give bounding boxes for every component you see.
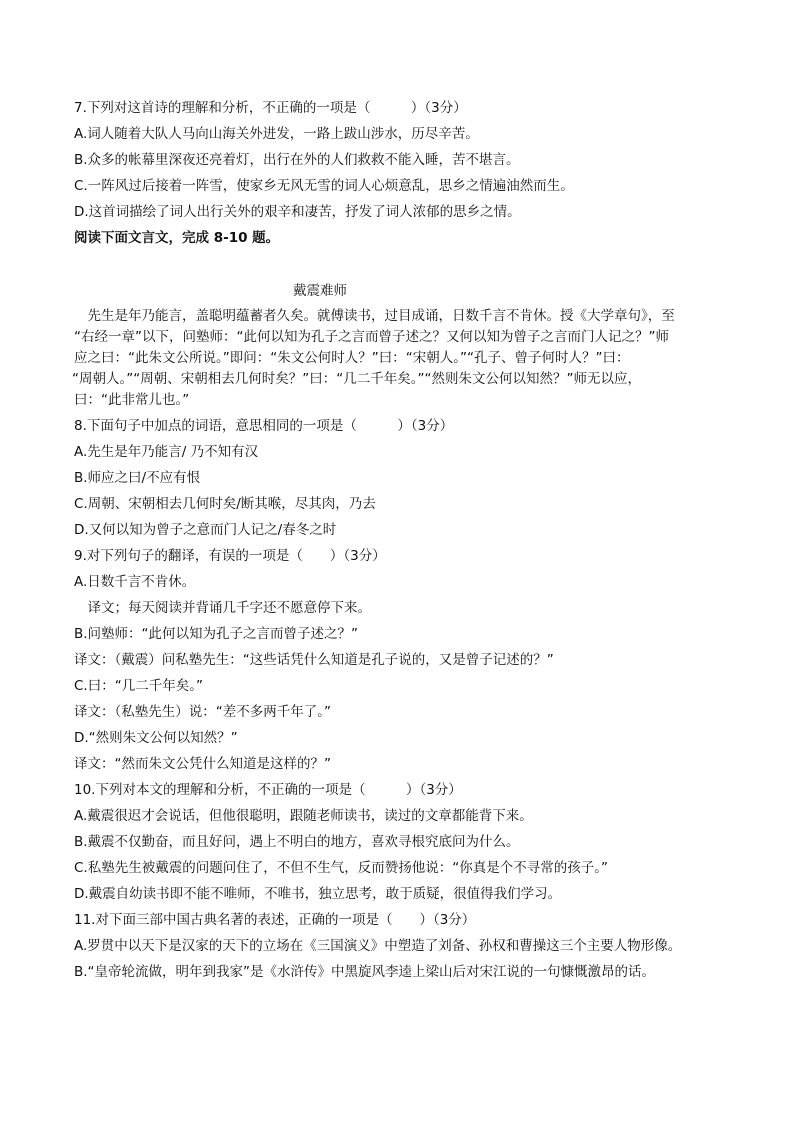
passage-line: “右经一章”以下，问塾师：“此何以知为孔子之言而曾子述之？又何以知为曾子之言而门人记之？”师 [74,329,669,345]
reading-instruction: 阅读下面文言文，完成 8-10 题。 [74,230,280,246]
q7-option-d: D.这首词描绘了词人出行关外的艰辛和凄苦，抒发了词人浓郁的思乡之情。 [74,204,521,220]
q8-option-a: A.先生是年乃能言/ 乃不知有汉 [74,444,259,460]
q10-option-a: A.戴震很迟才会说话，但他很聪明，跟随老师读书，读过的文章都能背下来。 [74,808,533,824]
q9-line: 译文；每天阅读并背诵几千字还不愿意停下来。 [74,600,371,616]
q8-stem: 8.下面句子中加点的词语，意思相同的一项是（ ）（3分） [74,418,454,434]
passage-title: 戴震难师 [293,283,347,299]
passage-line: 曰：“此非常儿也。” [74,392,190,408]
q9-line: B.问塾师：“此何以知为孔子之言而曾子述之？” [74,626,359,642]
q7-stem: 7.下列对这首诗的理解和分析，不正确的一项是（ ）（3分） [74,100,467,116]
q10-stem: 10.下列对本文的理解和分析，不正确的一项是（ ）（3分） [74,782,462,798]
q9-line: 译文：（私塾先生）说：“差不多两千年了。” [74,704,331,720]
q9-line: 译文：（戴震）问私塾先生：“这些话凭什么知道是孔子说的，又是曾子记述的？” [74,652,554,668]
q8-option-b: B.师应之曰/不应有恨 [74,470,201,486]
q9-line: A.日数千言不肯休。 [74,574,196,590]
q7-option-c: C.一阵风过后接着一阵雪，使家乡无风无雪的词人心烦意乱，思乡之情遍油然而生。 [74,178,574,194]
q7-option-b: B.众多的帐幕里深夜还亮着灯，出行在外的人们救救不能入睡，苦不堪言。 [74,152,520,168]
q9-line: D.“然则朱文公何以知然？” [74,730,238,746]
q7-option-a: A.词人随着大队人马向山海关外进发，一路上跋山涉水，历尽辛苦。 [74,126,479,142]
q8-option-d: D.又何以知为曾子之意而门人记之/春冬之时 [74,522,337,538]
q11-option-b: B.“皇帝轮流做，明年到我家”是《水浒传》中黑旋风李逵上梁山后对宋江说的一句慷慨激昂的话。 [74,964,656,980]
q9-line: C.曰：“几二千年矣。” [74,678,203,694]
q11-option-a: A.罗贯中以天下是汉家的天下的立场在《三国演义》中塑造了刘备、孙权和曹操这三个主要人物形像。 [74,938,682,954]
q9-line: 译文：“然而朱文公凭什么知道是这样的？” [74,756,331,772]
q8-option-c: C.周朝、宋朝相去几何时矣/断其喉，尽其肉，乃去 [74,496,376,512]
passage-line: 先生是年乃能言，盖聪明蕴蓄者久矣。就傅读书，过目成诵，日数千言不肯休。授《大学章句》，至 [74,308,675,324]
passage-line: “周朝人。”“周朝、宋朝相去几何时矣？”曰：“几二千年矣。”“然则朱文公何以知然？”师无以应， [72,371,641,387]
q10-option-c: C.私塾先生被戴震的问题问住了，不但不生气，反而赞扬他说：“你真是个不寻常的孩子。” [74,860,608,876]
q11-stem: 11.对下面三部中国古典名著的表述，正确的一项是（ ）（3分） [74,912,476,928]
q9-stem: 9.对下列句子的翻译，有误的一项是（ ）（3分） [74,548,386,564]
q10-option-b: B.戴震不仅勤奋，而且好问，遇上不明白的地方，喜欢寻根究底问为什么。 [74,834,520,850]
q10-option-d: D.戴震自幼读书即不能不唯师，不唯书，独立思考，敢于质疑，很值得我们学习。 [74,886,562,902]
passage-line: 应之曰：“此朱文公所说。”即问：“朱文公何时人？”曰：“宋朝人。”“孔子、曾子何时人？”曰： [74,350,630,366]
